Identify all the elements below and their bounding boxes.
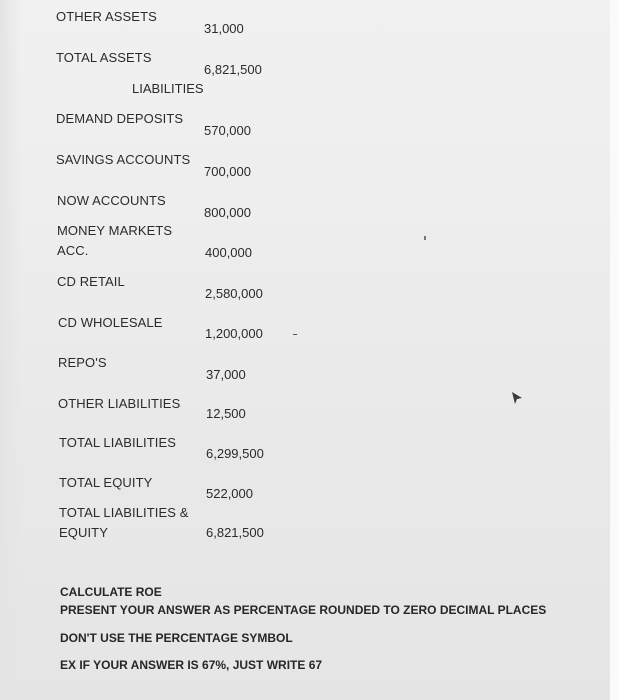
question-line-4: EX IF YOUR ANSWER IS 67%, JUST WRITE 67 <box>60 658 323 672</box>
cd-wholesale-value: 1,200,000 <box>205 326 263 341</box>
now-accounts-value: 800,000 <box>204 205 251 220</box>
money-markets-label-line1: MONEY MARKETS <box>57 223 173 238</box>
money-markets-label-line2: ACC. <box>57 243 89 258</box>
savings-accounts-value: 700,000 <box>204 164 251 179</box>
question-line-3: DON'T USE THE PERCENTAGE SYMBOL <box>60 631 293 645</box>
repos-label: REPO'S <box>58 355 107 370</box>
stray-mark <box>293 334 297 335</box>
total-assets-label: TOTAL ASSETS <box>56 50 152 65</box>
total-equity-value: 522,000 <box>206 486 253 501</box>
liabilities-heading: LIABILITIES <box>132 81 204 96</box>
question-line-2: PRESENT YOUR ANSWER AS PERCENTAGE ROUNDED TO ZERO DECIMAL PLACES <box>60 603 547 617</box>
other-liabilities-value: 12,500 <box>206 406 246 421</box>
total-liab-equity-label-line1: TOTAL LIABILITIES & <box>59 505 189 520</box>
other-assets-label: OTHER ASSETS <box>56 9 157 24</box>
cd-wholesale-label: CD WHOLESALE <box>58 315 163 330</box>
now-accounts-label: NOW ACCOUNTS <box>57 193 166 208</box>
total-liab-equity-label-line2: EQUITY <box>59 525 108 540</box>
cd-retail-label: CD RETAIL <box>57 274 125 289</box>
total-equity-label: TOTAL EQUITY <box>59 475 153 490</box>
paper-edge-right <box>610 0 618 700</box>
other-liabilities-label: OTHER LIABILITIES <box>58 396 181 411</box>
savings-accounts-label: SAVINGS ACCOUNTS <box>56 152 191 167</box>
cd-retail-value: 2,580,000 <box>205 286 263 301</box>
repos-value: 37,000 <box>206 367 246 382</box>
total-liabilities-value: 6,299,500 <box>206 446 264 461</box>
cursor-arrow-icon <box>511 391 523 405</box>
total-liab-equity-value: 6,821,500 <box>206 525 264 540</box>
stray-speck <box>424 236 426 240</box>
total-liabilities-label: TOTAL LIABILITIES <box>59 435 177 450</box>
total-assets-value: 6,821,500 <box>204 62 262 77</box>
other-assets-value: 31,000 <box>204 21 244 36</box>
money-markets-value: 400,000 <box>205 245 252 260</box>
paper-edge-left <box>0 0 22 700</box>
question-line-1: CALCULATE ROE <box>60 585 162 599</box>
demand-deposits-value: 570,000 <box>204 123 251 138</box>
demand-deposits-label: DEMAND DEPOSITS <box>56 111 184 126</box>
